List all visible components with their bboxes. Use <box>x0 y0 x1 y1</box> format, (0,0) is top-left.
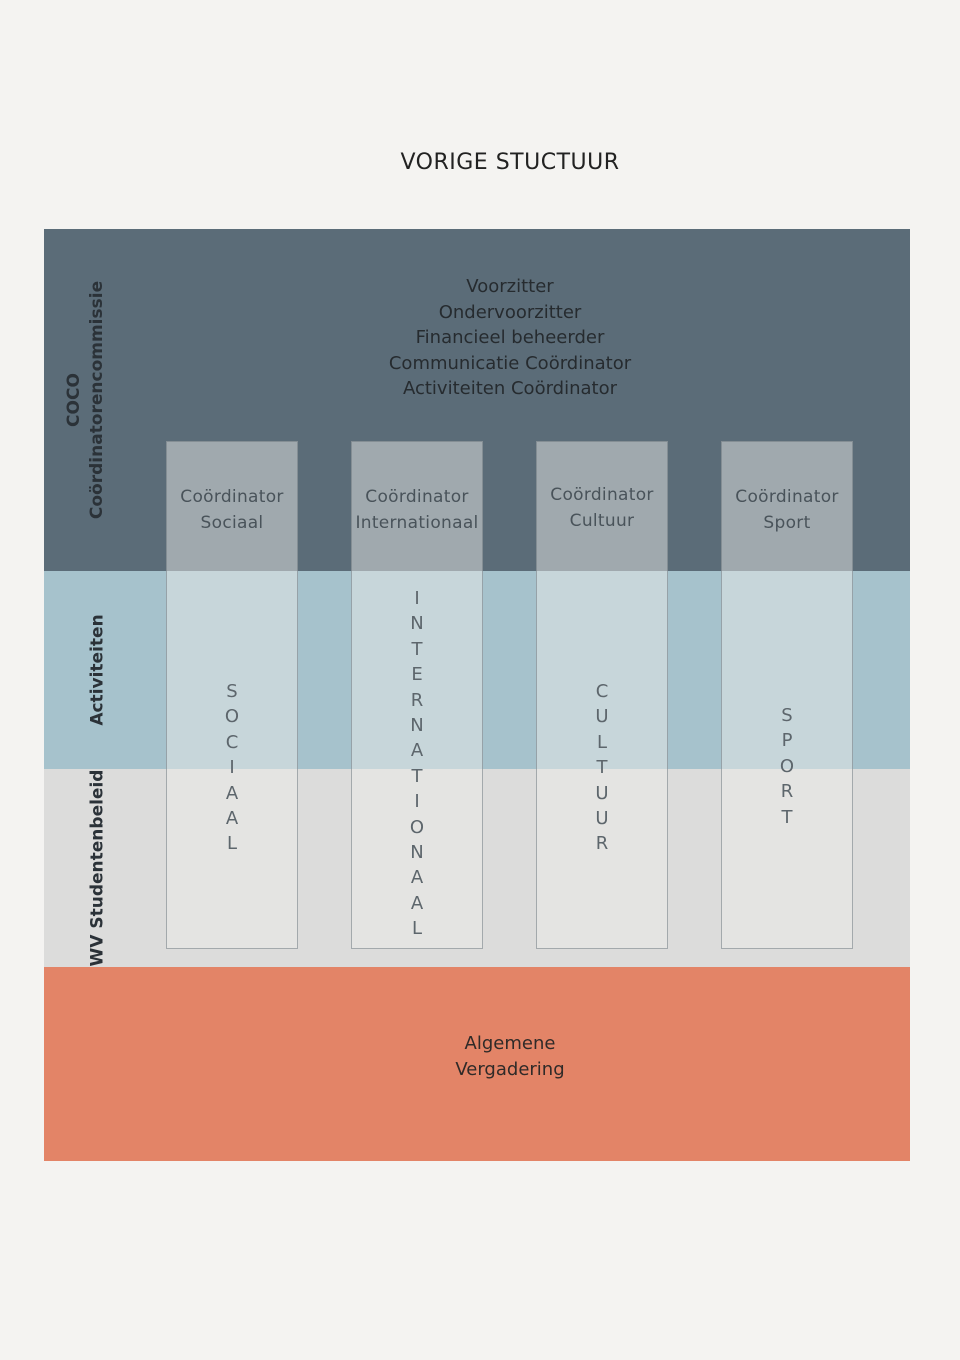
column-title <box>537 482 667 534</box>
coco-label-line1: COCO <box>64 373 85 427</box>
column-internationaal <box>351 441 483 949</box>
column-title-line1: Coördinator <box>180 487 284 507</box>
vertical-word <box>352 586 482 942</box>
column-title <box>352 484 482 536</box>
column-title-line1: Coördinator <box>735 487 839 507</box>
vertical-letter: C <box>225 731 239 753</box>
column-title-line2: Cultuur <box>569 511 635 531</box>
vertical-letter: U <box>595 808 609 830</box>
vertical-letter: S <box>226 681 238 702</box>
vertical-word <box>167 679 297 857</box>
column-cultuur <box>536 441 668 949</box>
vertical-letter: T <box>411 638 423 660</box>
vertical-letter: O <box>409 816 425 838</box>
vertical-letter: T <box>411 765 423 787</box>
vertical-letter: N <box>410 842 424 864</box>
vertical-letter: N <box>410 613 424 635</box>
vertical-letter: R <box>595 833 609 855</box>
vertical-letter: L <box>226 833 238 855</box>
vertical-word <box>722 703 852 830</box>
column-sociaal <box>166 441 298 949</box>
role-item: Ondervoorzitter <box>438 301 582 323</box>
vertical-letter: A <box>410 867 424 889</box>
coco-label <box>63 281 109 519</box>
role-item: Activiteiten Coördinator <box>402 378 617 399</box>
vertical-letter: N <box>410 715 424 737</box>
wv-studentenbeleid-label: WV Studentenbeleid <box>87 769 108 967</box>
column-title-line1: Coördinator <box>365 487 469 507</box>
vertical-letter: A <box>410 892 424 914</box>
page-title: VORIGE STUCTUUR <box>400 150 620 175</box>
column-title <box>722 484 852 536</box>
vertical-letter: I <box>414 588 420 609</box>
vertical-letter: A <box>410 740 424 762</box>
vertical-letter: C <box>595 681 609 702</box>
column-title-line2: Sport <box>763 513 811 533</box>
algemene-vergadering-label <box>410 1031 610 1083</box>
vertical-letter: S <box>781 705 793 726</box>
vertical-letter: L <box>596 731 608 753</box>
vertical-letter: O <box>779 755 795 777</box>
vertical-letter: R <box>410 689 424 711</box>
vertical-letter: I <box>414 791 420 813</box>
vertical-letter: A <box>225 782 239 804</box>
vertical-letter: E <box>411 664 423 686</box>
algemene-vergadering-line2: Vergadering <box>455 1059 565 1080</box>
vertical-letter: L <box>411 918 423 940</box>
column-title <box>167 484 297 536</box>
coco-label-line2: Coördinatorencommissie <box>87 280 107 520</box>
column-title-line2: Internationaal <box>355 513 479 533</box>
vertical-letter: T <box>596 757 608 779</box>
vertical-letter: R <box>780 781 794 803</box>
role-item: Communicatie Coördinator <box>388 352 632 374</box>
activiteiten-label: Activiteiten <box>87 614 108 726</box>
vertical-letter: U <box>595 782 609 804</box>
algemene-vergadering-line1: Algemene <box>464 1033 556 1054</box>
vertical-letter: T <box>781 806 793 828</box>
coco-roles-list <box>310 274 710 402</box>
vertical-letter: A <box>225 808 239 830</box>
column-title-line1: Coördinator <box>550 485 654 505</box>
column-sport <box>721 441 853 949</box>
vertical-word <box>537 679 667 857</box>
vertical-letter: U <box>595 706 609 728</box>
role-item: Voorzitter <box>466 276 554 297</box>
vertical-letter: P <box>781 730 793 752</box>
vertical-letter: I <box>229 757 235 779</box>
role-item: Financieel beheerder <box>415 327 605 348</box>
vertical-letter: O <box>224 706 240 728</box>
column-title-line2: Sociaal <box>200 513 264 533</box>
